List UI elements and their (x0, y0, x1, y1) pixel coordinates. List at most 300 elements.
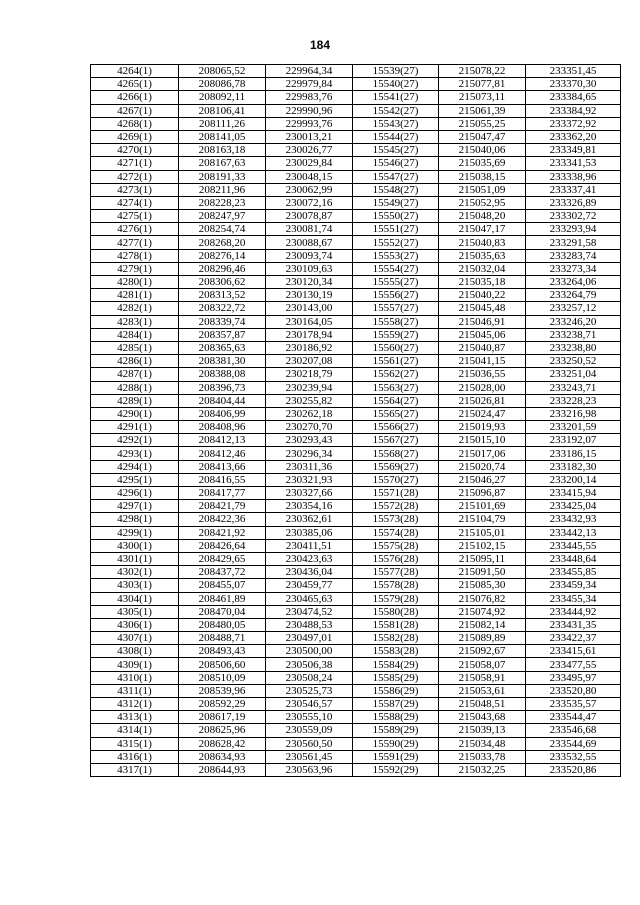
point-id-cell: 15547(27) (353, 170, 439, 183)
table-row (91, 130, 621, 143)
point-id-cell: 15575(28) (353, 539, 439, 552)
x-coordinate-cell: 208357,87 (179, 328, 266, 341)
point-id-cell: 4271(1) (91, 157, 179, 170)
point-id-cell: 4282(1) (91, 302, 179, 315)
x-coordinate-cell: 215089,89 (439, 632, 526, 645)
table-row (91, 500, 621, 513)
table-row (91, 196, 621, 209)
y-coordinate-cell: 230423,63 (266, 552, 353, 565)
point-id-cell: 4313(1) (91, 711, 179, 724)
point-id-cell: 15541(27) (353, 91, 439, 104)
table-row (91, 711, 621, 724)
table-row (91, 750, 621, 763)
y-coordinate-cell: 230500,00 (266, 645, 353, 658)
y-coordinate-cell: 233283,74 (526, 249, 621, 262)
x-coordinate-cell: 215091,50 (439, 566, 526, 579)
point-id-cell: 4303(1) (91, 579, 179, 592)
x-coordinate-cell: 215028,00 (439, 381, 526, 394)
y-coordinate-cell: 233546,68 (526, 724, 621, 737)
x-coordinate-cell: 208268,20 (179, 236, 266, 249)
y-coordinate-cell: 233264,79 (526, 289, 621, 302)
x-coordinate-cell: 208065,52 (179, 65, 266, 78)
x-coordinate-cell: 208506,60 (179, 658, 266, 671)
point-id-cell: 15574(28) (353, 526, 439, 539)
y-coordinate-cell: 230078,87 (266, 210, 353, 223)
y-coordinate-cell: 233532,55 (526, 750, 621, 763)
y-coordinate-cell: 229964,34 (266, 65, 353, 78)
point-id-cell: 15581(28) (353, 618, 439, 631)
x-coordinate-cell: 208416,55 (179, 473, 266, 486)
point-id-cell: 15578(28) (353, 579, 439, 592)
x-coordinate-cell: 215045,06 (439, 328, 526, 341)
y-coordinate-cell: 230088,67 (266, 236, 353, 249)
y-coordinate-cell: 230143,00 (266, 302, 353, 315)
point-id-cell: 15552(27) (353, 236, 439, 249)
point-id-cell: 4297(1) (91, 500, 179, 513)
table-row (91, 170, 621, 183)
x-coordinate-cell: 215020,74 (439, 460, 526, 473)
y-coordinate-cell: 230048,15 (266, 170, 353, 183)
x-coordinate-cell: 215101,69 (439, 500, 526, 513)
y-coordinate-cell: 233243,71 (526, 381, 621, 394)
point-id-cell: 4292(1) (91, 434, 179, 447)
x-coordinate-cell: 208092,11 (179, 91, 266, 104)
point-id-cell: 4288(1) (91, 381, 179, 394)
point-id-cell: 4306(1) (91, 618, 179, 631)
point-id-cell: 15546(27) (353, 157, 439, 170)
x-coordinate-cell: 208429,65 (179, 552, 266, 565)
x-coordinate-cell: 208247,97 (179, 210, 266, 223)
table-row (91, 381, 621, 394)
point-id-cell: 15544(27) (353, 130, 439, 143)
table-row (91, 526, 621, 539)
x-coordinate-cell: 208406,99 (179, 407, 266, 420)
y-coordinate-cell: 230255,82 (266, 394, 353, 407)
table-row (91, 698, 621, 711)
point-id-cell: 15539(27) (353, 65, 439, 78)
point-id-cell: 15562(27) (353, 368, 439, 381)
point-id-cell: 4301(1) (91, 552, 179, 565)
y-coordinate-cell: 230311,36 (266, 460, 353, 473)
point-id-cell: 4272(1) (91, 170, 179, 183)
point-id-cell: 15571(28) (353, 487, 439, 500)
point-id-cell: 4280(1) (91, 276, 179, 289)
table-row (91, 592, 621, 605)
point-id-cell: 15572(28) (353, 500, 439, 513)
y-coordinate-cell: 233370,30 (526, 78, 621, 91)
point-id-cell: 15570(27) (353, 473, 439, 486)
point-id-cell: 4285(1) (91, 341, 179, 354)
y-coordinate-cell: 233535,57 (526, 698, 621, 711)
x-coordinate-cell: 208313,52 (179, 289, 266, 302)
table-row (91, 276, 621, 289)
y-coordinate-cell: 233200,14 (526, 473, 621, 486)
y-coordinate-cell: 230029,84 (266, 157, 353, 170)
x-coordinate-cell: 208539,96 (179, 684, 266, 697)
point-id-cell: 15555(27) (353, 276, 439, 289)
y-coordinate-cell: 230270,70 (266, 421, 353, 434)
x-coordinate-cell: 215035,69 (439, 157, 526, 170)
point-id-cell: 4314(1) (91, 724, 179, 737)
y-coordinate-cell: 233338,96 (526, 170, 621, 183)
x-coordinate-cell: 208296,46 (179, 262, 266, 275)
table-row (91, 289, 621, 302)
x-coordinate-cell: 208404,44 (179, 394, 266, 407)
y-coordinate-cell: 233477,55 (526, 658, 621, 671)
point-id-cell: 4315(1) (91, 737, 179, 750)
point-id-cell: 15586(29) (353, 684, 439, 697)
x-coordinate-cell: 208510,09 (179, 671, 266, 684)
point-id-cell: 15566(27) (353, 421, 439, 434)
y-coordinate-cell: 230013,21 (266, 130, 353, 143)
y-coordinate-cell: 233186,15 (526, 447, 621, 460)
y-coordinate-cell: 233257,12 (526, 302, 621, 315)
point-id-cell: 4299(1) (91, 526, 179, 539)
x-coordinate-cell: 208365,63 (179, 341, 266, 354)
x-coordinate-cell: 215058,07 (439, 658, 526, 671)
x-coordinate-cell: 208625,96 (179, 724, 266, 737)
y-coordinate-cell: 230130,19 (266, 289, 353, 302)
point-id-cell: 4287(1) (91, 368, 179, 381)
x-coordinate-cell: 208306,62 (179, 276, 266, 289)
table-row (91, 368, 621, 381)
x-coordinate-cell: 215055,25 (439, 117, 526, 130)
point-id-cell: 4268(1) (91, 117, 179, 130)
x-coordinate-cell: 215038,15 (439, 170, 526, 183)
point-id-cell: 15550(27) (353, 210, 439, 223)
x-coordinate-cell: 208421,92 (179, 526, 266, 539)
x-coordinate-cell: 208396,73 (179, 381, 266, 394)
point-id-cell: 4312(1) (91, 698, 179, 711)
point-id-cell: 15583(28) (353, 645, 439, 658)
point-id-cell: 4273(1) (91, 183, 179, 196)
point-id-cell: 4269(1) (91, 130, 179, 143)
y-coordinate-cell: 233415,94 (526, 487, 621, 500)
y-coordinate-cell: 229993,76 (266, 117, 353, 130)
point-id-cell: 15577(28) (353, 566, 439, 579)
y-coordinate-cell: 230239,94 (266, 381, 353, 394)
x-coordinate-cell: 208191,33 (179, 170, 266, 183)
x-coordinate-cell: 215033,78 (439, 750, 526, 763)
y-coordinate-cell: 233431,35 (526, 618, 621, 631)
y-coordinate-cell: 230093,74 (266, 249, 353, 262)
x-coordinate-cell: 215035,63 (439, 249, 526, 262)
page-number: 184 (309, 38, 331, 52)
y-coordinate-cell: 230109,63 (266, 262, 353, 275)
x-coordinate-cell: 215105,01 (439, 526, 526, 539)
y-coordinate-cell: 233264,06 (526, 276, 621, 289)
x-coordinate-cell: 215048,20 (439, 210, 526, 223)
point-id-cell: 15557(27) (353, 302, 439, 315)
x-coordinate-cell: 208488,71 (179, 632, 266, 645)
point-id-cell: 4302(1) (91, 566, 179, 579)
table-row (91, 618, 621, 631)
x-coordinate-cell: 215077,81 (439, 78, 526, 91)
y-coordinate-cell: 229979,84 (266, 78, 353, 91)
point-id-cell: 4298(1) (91, 513, 179, 526)
table-row (91, 658, 621, 671)
x-coordinate-cell: 215041,15 (439, 355, 526, 368)
x-coordinate-cell: 208455,07 (179, 579, 266, 592)
point-id-cell: 15592(29) (353, 763, 439, 776)
point-id-cell: 15540(27) (353, 78, 439, 91)
coordinates-table-body (91, 65, 621, 777)
x-coordinate-cell: 215032,25 (439, 763, 526, 776)
table-row (91, 262, 621, 275)
x-coordinate-cell: 215017,06 (439, 447, 526, 460)
y-coordinate-cell: 233302,72 (526, 210, 621, 223)
y-coordinate-cell: 230508,24 (266, 671, 353, 684)
y-coordinate-cell: 230561,45 (266, 750, 353, 763)
table-row (91, 552, 621, 565)
point-id-cell: 4290(1) (91, 407, 179, 420)
point-id-cell: 4308(1) (91, 645, 179, 658)
point-id-cell: 15542(27) (353, 104, 439, 117)
y-coordinate-cell: 230218,79 (266, 368, 353, 381)
x-coordinate-cell: 208211,96 (179, 183, 266, 196)
table-row (91, 632, 621, 645)
x-coordinate-cell: 208141,05 (179, 130, 266, 143)
table-row (91, 763, 621, 776)
y-coordinate-cell: 233351,45 (526, 65, 621, 78)
y-coordinate-cell: 230362,61 (266, 513, 353, 526)
table-row (91, 407, 621, 420)
x-coordinate-cell: 208339,74 (179, 315, 266, 328)
x-coordinate-cell: 215040,22 (439, 289, 526, 302)
point-id-cell: 4305(1) (91, 605, 179, 618)
y-coordinate-cell: 230546,57 (266, 698, 353, 711)
x-coordinate-cell: 215034,48 (439, 737, 526, 750)
y-coordinate-cell: 230026,77 (266, 144, 353, 157)
x-coordinate-cell: 215092,67 (439, 645, 526, 658)
y-coordinate-cell: 230474,52 (266, 605, 353, 618)
x-coordinate-cell: 208106,41 (179, 104, 266, 117)
y-coordinate-cell: 233495,97 (526, 671, 621, 684)
x-coordinate-cell: 215019,93 (439, 421, 526, 434)
x-coordinate-cell: 215032,04 (439, 262, 526, 275)
x-coordinate-cell: 208634,93 (179, 750, 266, 763)
y-coordinate-cell: 233444,92 (526, 605, 621, 618)
point-id-cell: 4316(1) (91, 750, 179, 763)
table-row (91, 249, 621, 262)
x-coordinate-cell: 215047,47 (439, 130, 526, 143)
y-coordinate-cell: 230164,05 (266, 315, 353, 328)
y-coordinate-cell: 233432,93 (526, 513, 621, 526)
y-coordinate-cell: 230293,43 (266, 434, 353, 447)
point-id-cell: 15588(29) (353, 711, 439, 724)
table-row (91, 473, 621, 486)
point-id-cell: 4281(1) (91, 289, 179, 302)
point-id-cell: 15585(29) (353, 671, 439, 684)
point-id-cell: 15587(29) (353, 698, 439, 711)
table-row (91, 355, 621, 368)
y-coordinate-cell: 233422,37 (526, 632, 621, 645)
table-row (91, 513, 621, 526)
point-id-cell: 4265(1) (91, 78, 179, 91)
x-coordinate-cell: 215040,87 (439, 341, 526, 354)
y-coordinate-cell: 233459,34 (526, 579, 621, 592)
x-coordinate-cell: 215052,95 (439, 196, 526, 209)
point-id-cell: 15556(27) (353, 289, 439, 302)
point-id-cell: 15565(27) (353, 407, 439, 420)
table-row (91, 223, 621, 236)
y-coordinate-cell: 233192,07 (526, 434, 621, 447)
x-coordinate-cell: 215036,55 (439, 368, 526, 381)
point-id-cell: 4279(1) (91, 262, 179, 275)
y-coordinate-cell: 229983,76 (266, 91, 353, 104)
x-coordinate-cell: 215082,14 (439, 618, 526, 631)
point-id-cell: 4276(1) (91, 223, 179, 236)
x-coordinate-cell: 215104,79 (439, 513, 526, 526)
x-coordinate-cell: 215095,11 (439, 552, 526, 565)
y-coordinate-cell: 230120,34 (266, 276, 353, 289)
x-coordinate-cell: 208322,72 (179, 302, 266, 315)
x-coordinate-cell: 215047,17 (439, 223, 526, 236)
point-id-cell: 15553(27) (353, 249, 439, 262)
y-coordinate-cell: 233228,23 (526, 394, 621, 407)
y-coordinate-cell: 230178,94 (266, 328, 353, 341)
y-coordinate-cell: 233544,47 (526, 711, 621, 724)
table-row (91, 394, 621, 407)
x-coordinate-cell: 208628,42 (179, 737, 266, 750)
point-id-cell: 15568(27) (353, 447, 439, 460)
x-coordinate-cell: 215102,15 (439, 539, 526, 552)
point-id-cell: 4275(1) (91, 210, 179, 223)
point-id-cell: 4294(1) (91, 460, 179, 473)
y-coordinate-cell: 230354,16 (266, 500, 353, 513)
y-coordinate-cell: 230497,01 (266, 632, 353, 645)
x-coordinate-cell: 208086,78 (179, 78, 266, 91)
y-coordinate-cell: 233337,41 (526, 183, 621, 196)
point-id-cell: 4274(1) (91, 196, 179, 209)
coordinates-table (90, 64, 621, 777)
point-id-cell: 15551(27) (353, 223, 439, 236)
x-coordinate-cell: 215048,51 (439, 698, 526, 711)
x-coordinate-cell: 208617,19 (179, 711, 266, 724)
table-row (91, 434, 621, 447)
x-coordinate-cell: 208167,63 (179, 157, 266, 170)
point-id-cell: 4307(1) (91, 632, 179, 645)
point-id-cell: 4289(1) (91, 394, 179, 407)
x-coordinate-cell: 215024,47 (439, 407, 526, 420)
table-row (91, 236, 621, 249)
table-row (91, 684, 621, 697)
x-coordinate-cell: 208480,05 (179, 618, 266, 631)
x-coordinate-cell: 215045,48 (439, 302, 526, 315)
point-id-cell: 15582(28) (353, 632, 439, 645)
point-id-cell: 4278(1) (91, 249, 179, 262)
table-row (91, 579, 621, 592)
point-id-cell: 15548(27) (353, 183, 439, 196)
point-id-cell: 15567(27) (353, 434, 439, 447)
y-coordinate-cell: 230262,18 (266, 407, 353, 420)
table-row (91, 605, 621, 618)
table-row (91, 487, 621, 500)
point-id-cell: 4264(1) (91, 65, 179, 78)
x-coordinate-cell: 215073,11 (439, 91, 526, 104)
x-coordinate-cell: 215058,91 (439, 671, 526, 684)
y-coordinate-cell: 230081,74 (266, 223, 353, 236)
point-id-cell: 15560(27) (353, 341, 439, 354)
y-coordinate-cell: 233246,20 (526, 315, 621, 328)
x-coordinate-cell: 208111,26 (179, 117, 266, 130)
table-row (91, 91, 621, 104)
x-coordinate-cell: 208163,18 (179, 144, 266, 157)
y-coordinate-cell: 230563,96 (266, 763, 353, 776)
x-coordinate-cell: 208412,46 (179, 447, 266, 460)
y-coordinate-cell: 230186,92 (266, 341, 353, 354)
y-coordinate-cell: 233349,81 (526, 144, 621, 157)
point-id-cell: 15573(28) (353, 513, 439, 526)
y-coordinate-cell: 230327,66 (266, 487, 353, 500)
x-coordinate-cell: 215096,87 (439, 487, 526, 500)
y-coordinate-cell: 230459,77 (266, 579, 353, 592)
x-coordinate-cell: 208276,14 (179, 249, 266, 262)
point-id-cell: 15559(27) (353, 328, 439, 341)
y-coordinate-cell: 230465,63 (266, 592, 353, 605)
y-coordinate-cell: 233520,86 (526, 763, 621, 776)
point-id-cell: 15563(27) (353, 381, 439, 394)
y-coordinate-cell: 230488,53 (266, 618, 353, 631)
table-row (91, 645, 621, 658)
y-coordinate-cell: 230385,06 (266, 526, 353, 539)
y-coordinate-cell: 233362,20 (526, 130, 621, 143)
point-id-cell: 4296(1) (91, 487, 179, 500)
table-row (91, 447, 621, 460)
point-id-cell: 4304(1) (91, 592, 179, 605)
x-coordinate-cell: 215046,91 (439, 315, 526, 328)
table-row (91, 65, 621, 78)
point-id-cell: 4293(1) (91, 447, 179, 460)
point-id-cell: 4270(1) (91, 144, 179, 157)
x-coordinate-cell: 215074,92 (439, 605, 526, 618)
x-coordinate-cell: 208254,74 (179, 223, 266, 236)
table-row (91, 566, 621, 579)
point-id-cell: 4283(1) (91, 315, 179, 328)
point-id-cell: 15591(29) (353, 750, 439, 763)
table-row (91, 210, 621, 223)
y-coordinate-cell: 233201,59 (526, 421, 621, 434)
point-id-cell: 15558(27) (353, 315, 439, 328)
y-coordinate-cell: 233544,69 (526, 737, 621, 750)
y-coordinate-cell: 230321,93 (266, 473, 353, 486)
x-coordinate-cell: 215078,22 (439, 65, 526, 78)
table-row (91, 302, 621, 315)
point-id-cell: 15579(28) (353, 592, 439, 605)
x-coordinate-cell: 208426,64 (179, 539, 266, 552)
x-coordinate-cell: 208644,93 (179, 763, 266, 776)
point-id-cell: 15584(29) (353, 658, 439, 671)
point-id-cell: 4267(1) (91, 104, 179, 117)
y-coordinate-cell: 230436,04 (266, 566, 353, 579)
table-row (91, 421, 621, 434)
x-coordinate-cell: 215043,68 (439, 711, 526, 724)
point-id-cell: 4277(1) (91, 236, 179, 249)
table-row (91, 539, 621, 552)
point-id-cell: 15543(27) (353, 117, 439, 130)
x-coordinate-cell: 215076,82 (439, 592, 526, 605)
table-row (91, 78, 621, 91)
x-coordinate-cell: 215085,30 (439, 579, 526, 592)
x-coordinate-cell: 215026,81 (439, 394, 526, 407)
table-row (91, 737, 621, 750)
x-coordinate-cell: 208228,23 (179, 196, 266, 209)
x-coordinate-cell: 215039,13 (439, 724, 526, 737)
x-coordinate-cell: 208493,43 (179, 645, 266, 658)
point-id-cell: 15554(27) (353, 262, 439, 275)
y-coordinate-cell: 233251,04 (526, 368, 621, 381)
y-coordinate-cell: 230555,10 (266, 711, 353, 724)
